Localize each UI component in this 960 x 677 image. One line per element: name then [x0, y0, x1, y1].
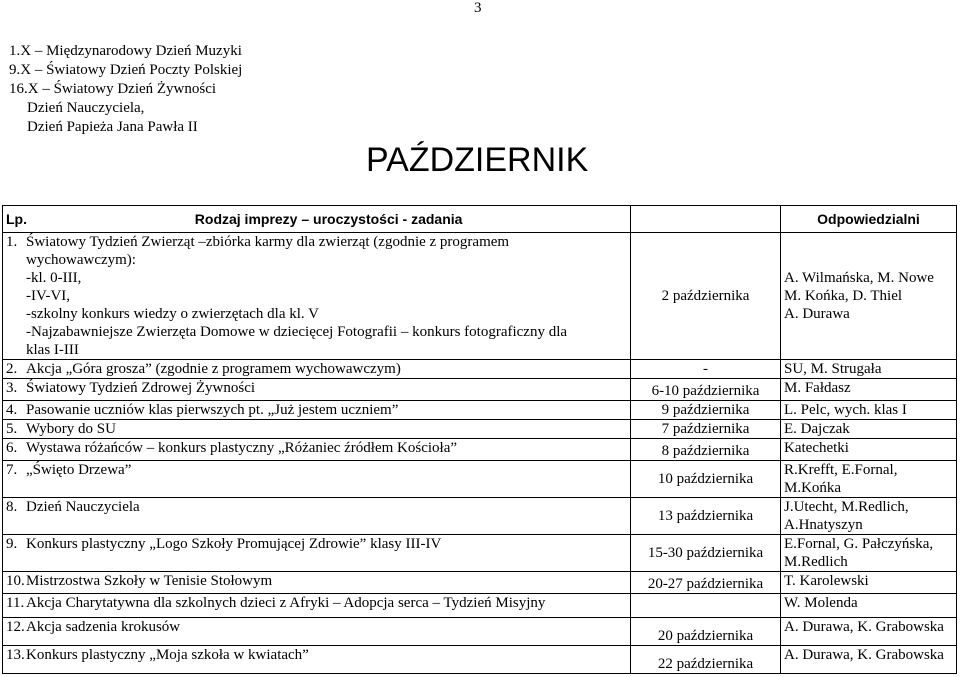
row-line: Akcja Charytatywna dla szkolnych dzieci z Afryki – Adopcja serca – Tydzień Misyjny: [26, 595, 546, 611]
responsible-line: M. Fałdasz: [784, 380, 851, 396]
table-row: [3, 498, 957, 535]
table-row: [3, 618, 957, 646]
header-description-label: Rodzaj imprezy – uroczystości - zadania: [194, 211, 463, 227]
row-date: 20 października: [631, 618, 781, 646]
page-number: 3: [474, 0, 482, 16]
header-lp: Lp.: [6, 211, 27, 227]
row-number: 10.: [6, 573, 25, 589]
row-responsible: [781, 618, 957, 646]
row-responsible: [781, 420, 957, 439]
row-description: [3, 594, 631, 618]
table-row: [3, 535, 957, 572]
event-item: 16.X – Światowy Dzień Żywności: [9, 81, 217, 97]
table-row: [3, 646, 957, 674]
events-list: [9, 42, 242, 137]
row-number: 1.: [6, 234, 18, 250]
row-line: „Święto Drzewa”: [26, 462, 132, 478]
responsible-line: A. Durawa, K. Grabowska: [784, 647, 944, 663]
row-number: 8.: [6, 499, 18, 515]
row-description: [3, 461, 631, 498]
row-date: 2 października: [631, 233, 781, 360]
row-date: 9 października: [631, 401, 781, 420]
event-item: Dzień Papieża Jana Pawła II: [27, 119, 198, 135]
row-line: Konkurs plastyczny „Moja szkoła w kwiatach”: [26, 647, 309, 663]
responsible-line: E. Dajczak: [784, 421, 850, 437]
row-line: Akcja sadzenia krokusów: [26, 619, 181, 635]
event-item: 9.X – Światowy Dzień Poczty Polskiej: [9, 62, 243, 78]
row-date: 13 października: [631, 498, 781, 535]
row-responsible: [781, 572, 957, 594]
responsible-line: A.Hnatyszyn: [784, 517, 863, 533]
row-number: 7.: [6, 462, 18, 478]
row-responsible: [781, 439, 957, 461]
row-description: [3, 420, 631, 439]
row-number: 9.: [6, 536, 18, 552]
row-date: 8 października: [631, 439, 781, 461]
row-line: Wystawa różańców – konkurs plastyczny „Różaniec źródłem Kościoła”: [26, 440, 458, 456]
row-number: 13.: [6, 647, 25, 663]
table-row: [3, 360, 957, 379]
row-description: [3, 535, 631, 572]
row-description: [3, 401, 631, 420]
row-responsible: [781, 461, 957, 498]
responsible-line: SU, M. Strugała: [784, 361, 882, 377]
table-header-row: [3, 206, 957, 233]
table-row: [3, 439, 957, 461]
responsible-line: A. Durawa: [784, 306, 850, 322]
row-responsible: [781, 360, 957, 379]
header-date: [631, 206, 781, 233]
row-line: wychowawczym):: [26, 252, 136, 268]
header-responsible: Odpowiedzialni: [781, 206, 957, 233]
row-line: Światowy Tydzień Zwierząt –zbiórka karmy dla zwierząt (zgodnie z programem: [26, 234, 510, 250]
responsible-line: A. Wilmańska, M. Nowe: [784, 270, 934, 286]
row-number: 3.: [6, 380, 18, 396]
responsible-line: E.Fornal, G. Pałczyńska,: [784, 536, 934, 552]
row-line: Konkurs plastyczny „Logo Szkoły Promującej Zdrowie” klasy III-IV: [26, 536, 442, 552]
row-responsible: [781, 646, 957, 674]
responsible-line: W. Molenda: [784, 595, 858, 611]
row-description: [3, 618, 631, 646]
row-responsible: [781, 594, 957, 618]
responsible-line: L. Pelc, wych. klas I: [784, 402, 907, 418]
row-responsible: [781, 498, 957, 535]
row-number: 6.: [6, 440, 18, 456]
row-responsible: [781, 401, 957, 420]
row-line: Dzień Nauczyciela: [26, 499, 140, 515]
row-description: [3, 498, 631, 535]
row-line: Akcja „Góra grosza” (zgodnie z programem wychowawczym): [26, 361, 401, 377]
responsible-line: A. Durawa, K. Grabowska: [784, 619, 944, 635]
month-title: PAŹDZIERNIK: [366, 141, 589, 179]
row-date: 20-27 października: [631, 572, 781, 594]
row-description: [3, 360, 631, 379]
row-description: [3, 646, 631, 674]
row-description: [3, 379, 631, 401]
responsible-line: T. Karolewski: [784, 573, 869, 589]
row-description: [3, 572, 631, 594]
row-line: -Najzabawniejsze Zwierzęta Domowe w dziecięcej Fotografii – konkurs fotograficzny dla: [26, 324, 568, 340]
row-description: [3, 233, 631, 360]
row-date: -: [631, 360, 781, 379]
event-item: Dzień Nauczyciela,: [27, 100, 145, 116]
row-responsible: [781, 535, 957, 572]
row-responsible: [781, 379, 957, 401]
responsible-line: M.Końka: [784, 480, 842, 496]
responsible-line: Katechetki: [784, 440, 849, 456]
responsible-line: M. Końka, D. Thiel: [784, 288, 903, 304]
events-table: [2, 205, 957, 674]
row-date: 6-10 października: [631, 379, 781, 401]
table-row: [3, 594, 957, 618]
header-description: [3, 206, 631, 233]
row-line: klas I-III: [26, 342, 79, 358]
table-row: [3, 420, 957, 439]
table-row: [3, 461, 957, 498]
responsible-line: J.Utecht, M.Redlich,: [784, 499, 909, 515]
row-date: [631, 594, 781, 618]
responsible-line: R.Krefft, E.Fornal,: [784, 462, 898, 478]
row-line: -IV-VI,: [26, 288, 71, 304]
row-number: 5.: [6, 421, 18, 437]
row-date: 22 października: [631, 646, 781, 674]
row-line: -kl. 0-III,: [26, 270, 82, 286]
row-date: 7 października: [631, 420, 781, 439]
row-date: 10 października: [631, 461, 781, 498]
row-line: -szkolny konkurs wiedzy o zwierzętach dla kl. V: [26, 306, 319, 322]
row-line: Mistrzostwa Szkoły w Tenisie Stołowym: [26, 573, 273, 589]
row-line: Wybory do SU: [26, 421, 116, 437]
row-date: 15-30 października: [631, 535, 781, 572]
table-row: [3, 401, 957, 420]
row-responsible: [781, 233, 957, 360]
row-number: 2.: [6, 361, 18, 377]
table-row: [3, 572, 957, 594]
responsible-line: M.Redlich: [784, 554, 848, 570]
row-number: 12.: [6, 619, 25, 635]
row-description: [3, 439, 631, 461]
row-line: Światowy Tydzień Zdrowej Żywności: [26, 380, 256, 396]
table-row: [3, 379, 957, 401]
row-number: 11.: [6, 595, 25, 611]
event-item: 1.X – Międzynarodowy Dzień Muzyki: [9, 43, 242, 59]
row-number: 4.: [6, 402, 18, 418]
row-line: Pasowanie uczniów klas pierwszych pt. „Już jestem uczniem”: [26, 402, 399, 418]
table-row: [3, 233, 957, 360]
